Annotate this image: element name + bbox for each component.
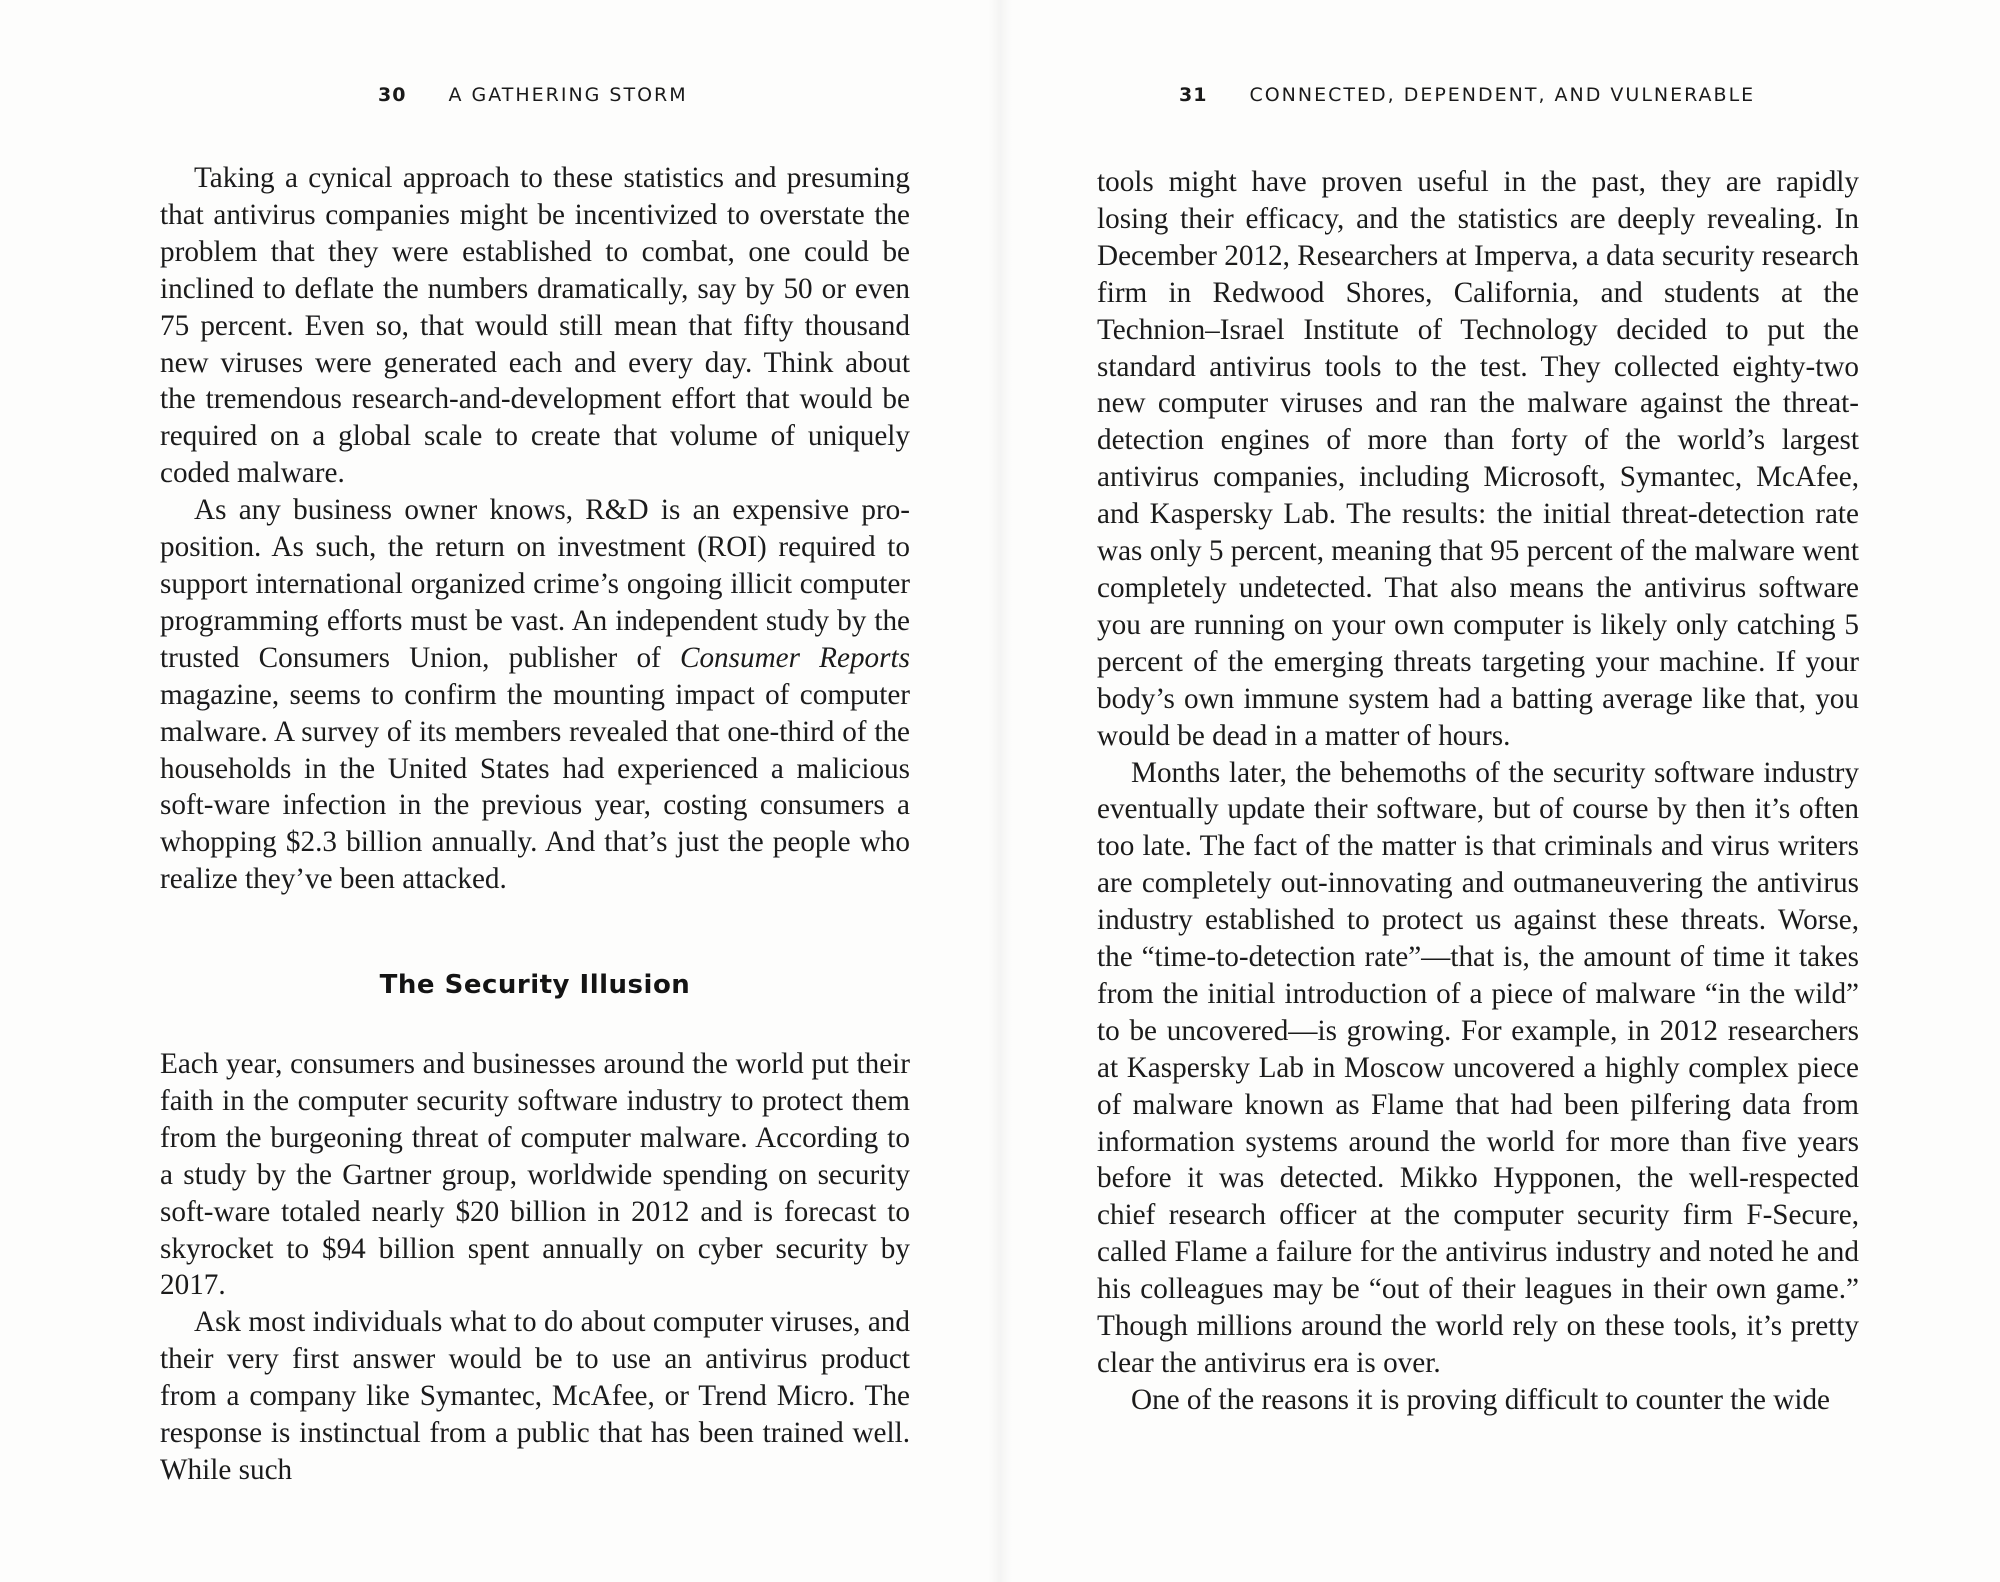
publication-title: Consumer Reports: [679, 641, 910, 674]
page-gutter: [988, 0, 1012, 1582]
paragraph: tools might have proven useful in the past, they are rapidly losing their efficacy, and the statistics are deeply revealing. In December 2012, Researchers at Imperva, a data security research firm in Redwood Shores, California, and students at the Technion–Israel Institute of Technology decided to put the standard antivirus tools to the test. They collected eighty-two new computer viruses and ran the malware against the threat-detection engines of more than forty of the world’s largest antivirus companies, including Microsoft, Symantec, McAfee, and Kaspersky Lab. The results: the initial threat-detection rate was only 5 percent, meaning that 95 percent of the malware went completely undetected. That also means the antivirus software you are running on your own computer is likely only catching 5 percent of the emerging threats targeting your machine. If your body’s own immune system had a batting average like that, you would be dead in a matter of hours.: [1097, 166, 1859, 752]
paragraph: Ask most individuals what to do about computer viruses, and their very first answer would be to use an antivirus product from a company like Symantec, McAfee, or Trend Micro. The response is instinctual from a public that has been trained well. While such: [160, 1306, 910, 1486]
left-running-head: [378, 84, 688, 106]
paragraph: Months later, the behemoths of the security software industry eventually update their software, but of course by then it’s often too late. The fact of the matter is that criminals and virus writers are completely out-innovating and outmaneuvering the antivirus industry established to protect us against these threats. Worse, the “time-to-detection rate”—that is, the amount of time it takes from the initial introduction of a piece of malware “in the wild” to be uncovered—is growing. For example, in 2012 researchers at Kaspersky Lab in Moscow uncovered a highly complex piece of malware known as Flame that had been pilfering data from information systems around the world for more than five years before it was detected. Mikko Hypponen, the well-respected chief research officer at the computer security firm F-Secure, called Flame a failure for the antivirus industry and noted he and his colleagues may be “out of their leagues in their own game.” Though millions around the world rely on these tools, it’s pretty clear the antivirus era is over.: [1097, 756, 1859, 1379]
left-page-number: 30: [378, 84, 407, 106]
paragraph: [160, 492, 910, 898]
right-page-number: 31: [1179, 84, 1208, 106]
right-running-title: CONNECTED, DEPENDENT, AND VULNERABLE: [1249, 84, 1756, 106]
paragraph: One of the reasons it is proving difficult to counter the wide: [1131, 1383, 1830, 1416]
right-body-text: [1097, 164, 1859, 1419]
paragraph-text: As any business owner knows, R&D is an expensive pro-position. As such, the return on investment (ROI) required to support international organized crime’s ongoing illicit computer programming efforts must be vast. An independent study by the trusted Consumers Union, publisher of: [160, 494, 910, 674]
left-section-text: [160, 1046, 910, 1489]
paragraph: Taking a cynical approach to these statistics and presuming that antivirus companies might be incentivized to overstate the problem that they were established to combat, one could be inclined to deflate the numbers dramatically, say by 50 or even 75 percent. Even so, that would still mean that fifty thousand new viruses were generated each and every day. Think about the tremendous research-and-development effort that would be required on a global scale to create that volume of uniquely coded malware.: [160, 162, 910, 490]
section-heading: The Security Illusion: [379, 970, 691, 1000]
left-body-text: [160, 160, 910, 898]
left-running-title: A GATHERING STORM: [448, 84, 688, 106]
paragraph: Each year, consumers and businesses around the world put their faith in the computer security software industry to protect them from the burgeoning threat of computer malware. According to a study by the Gartner group, worldwide spending on security soft-ware totaled nearly $20 billion in 2012 and is forecast to skyrocket to $94 billion spent annually on cyber security by 2017.: [160, 1048, 910, 1302]
paragraph-text: magazine, seems to confirm the mounting impact of computer malware. A survey of its members revealed that one-third of the households in the United States had experienced a malicious soft-ware infection in the previous year, costing consumers a whopping $2.3 billion annually. And that’s just the people who realize they’ve been attacked.: [160, 678, 910, 896]
right-running-head: [1179, 84, 1755, 106]
